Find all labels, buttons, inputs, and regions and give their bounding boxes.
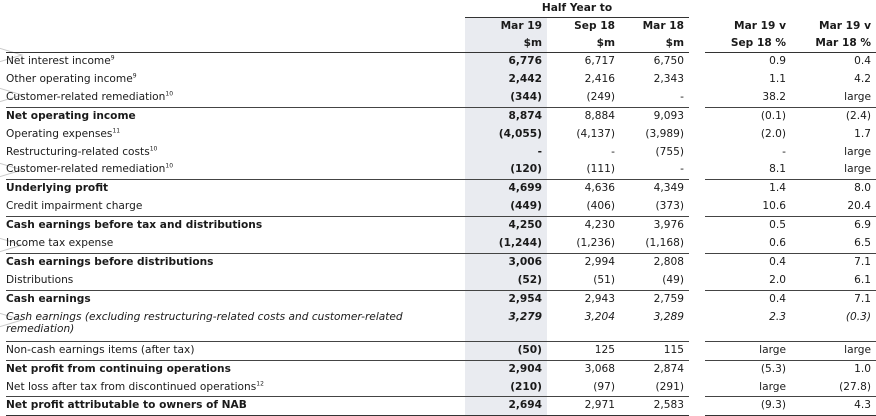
value-mar18: (1,168) bbox=[645, 237, 684, 250]
value-vs-sep18: 0.4 bbox=[705, 290, 791, 308]
value-sep18: (249) bbox=[586, 90, 615, 103]
table-row bbox=[6, 397, 876, 416]
value-vs-sep18: 0.9 bbox=[769, 55, 786, 67]
row-label-text: Customer-related remediation bbox=[6, 90, 166, 103]
value-vs-mar18: 7.1 bbox=[791, 290, 876, 308]
row-label-text: Distributions bbox=[6, 273, 74, 286]
value-sep18: 125 bbox=[547, 341, 620, 360]
value-vs-sep18: (2.0) bbox=[760, 127, 786, 140]
table-row bbox=[6, 71, 876, 89]
value-mar19: 6,776 bbox=[465, 53, 547, 71]
col-header-sep18: Sep 18 bbox=[574, 20, 615, 32]
value-mar19: (120) bbox=[465, 161, 547, 179]
value-vs-sep18: 1.1 bbox=[769, 72, 786, 85]
value-mar19: (1,244) bbox=[465, 235, 547, 253]
row-label bbox=[6, 309, 465, 342]
table-row bbox=[6, 89, 876, 107]
value-sep18: 4,230 bbox=[547, 217, 620, 235]
value-mar19: - bbox=[465, 144, 547, 162]
value-mar19: (210) bbox=[465, 379, 547, 397]
value-vs-mar18: large bbox=[844, 90, 871, 103]
footnote-ref: 12 bbox=[256, 379, 264, 387]
value-sep18: 2,416 bbox=[584, 72, 615, 85]
value-vs-sep18: 1.4 bbox=[705, 180, 791, 198]
value-mar19: 3,279 bbox=[465, 309, 547, 342]
value-vs-mar18: 4.2 bbox=[854, 72, 871, 85]
value-mar19: 2,904 bbox=[465, 360, 547, 378]
row-label bbox=[6, 198, 465, 216]
value-vs-sep18: (9.3) bbox=[705, 397, 791, 416]
value-sep18: - bbox=[611, 145, 615, 158]
value-vs-sep18: 2.3 bbox=[769, 310, 786, 323]
half-year-header: Half Year to bbox=[465, 0, 689, 18]
row-label-text: Non-cash earnings items (after tax) bbox=[6, 343, 195, 356]
row-label bbox=[6, 360, 465, 378]
value-mar18: 3,289 bbox=[653, 310, 684, 323]
table-row bbox=[6, 290, 876, 308]
col-unit-mar18: $m bbox=[620, 35, 689, 53]
value-vs-sep18: (0.1) bbox=[705, 107, 791, 125]
row-label-text: Cash earnings (excluding restructuring-related costs and customer-related remediation) bbox=[6, 310, 403, 336]
col-header-vs-sep18: Mar 19 v bbox=[734, 19, 786, 32]
table-row bbox=[6, 144, 876, 162]
footnote-ref: 10 bbox=[165, 162, 174, 170]
col-header-mar19: Mar 19 bbox=[465, 18, 547, 36]
value-vs-mar18: large bbox=[844, 163, 871, 176]
table-body bbox=[6, 53, 876, 416]
row-label bbox=[6, 397, 465, 416]
row-label bbox=[6, 217, 465, 235]
row-label bbox=[6, 180, 465, 198]
value-vs-mar18: 0.4 bbox=[854, 55, 871, 67]
footnote-ref: 9 bbox=[132, 72, 137, 80]
row-label bbox=[6, 71, 465, 89]
value-vs-sep18: 0.4 bbox=[705, 253, 791, 271]
row-label-text: Net loss after tax from discontinued operations bbox=[6, 380, 257, 393]
col-header-vs-mar18: Mar 19 v bbox=[819, 19, 871, 32]
value-vs-mar18: 7.1 bbox=[791, 253, 876, 271]
value-mar19: 2,442 bbox=[465, 71, 547, 89]
value-mar18: 2,343 bbox=[653, 72, 684, 85]
table-row bbox=[6, 309, 876, 342]
value-sep18: 2,971 bbox=[547, 397, 620, 416]
table-row bbox=[6, 161, 876, 179]
value-mar18: 2,808 bbox=[620, 253, 689, 271]
value-mar19: (344) bbox=[465, 89, 547, 107]
value-mar18: 3,976 bbox=[620, 217, 689, 235]
table-row bbox=[6, 107, 876, 125]
value-mar19: (449) bbox=[465, 198, 547, 216]
col-header-mar18: Mar 18 bbox=[642, 20, 684, 32]
table-row bbox=[6, 198, 876, 216]
value-sep18: 2,994 bbox=[547, 253, 620, 271]
value-vs-sep18: 2.0 bbox=[769, 273, 786, 286]
value-mar19: 2,954 bbox=[465, 290, 547, 308]
value-mar18: (755) bbox=[655, 145, 684, 158]
value-mar19: 4,250 bbox=[465, 217, 547, 235]
value-sep18: (51) bbox=[593, 273, 615, 286]
value-vs-mar18: 6.5 bbox=[854, 237, 871, 250]
value-mar18: (373) bbox=[655, 200, 684, 213]
row-label-text: Cash earnings before tax and distributions bbox=[6, 219, 263, 232]
table-row bbox=[6, 253, 876, 271]
table-row bbox=[6, 379, 876, 397]
value-vs-mar18: 1.0 bbox=[791, 360, 876, 378]
table-row bbox=[6, 235, 876, 253]
row-label bbox=[6, 53, 465, 71]
value-mar18: 115 bbox=[620, 341, 689, 360]
table-row bbox=[6, 126, 876, 144]
value-sep18: 6,717 bbox=[584, 55, 615, 67]
value-sep18: 3,204 bbox=[584, 310, 615, 323]
value-sep18: 4,636 bbox=[547, 180, 620, 198]
row-label bbox=[6, 161, 465, 179]
value-mar19: 3,006 bbox=[465, 253, 547, 271]
col-unit-vs-sep18: Sep 18 % bbox=[705, 35, 791, 53]
value-vs-mar18: large bbox=[791, 341, 876, 360]
value-mar18: 6,750 bbox=[653, 55, 684, 67]
row-label bbox=[6, 89, 465, 107]
value-vs-mar18: 8.0 bbox=[791, 180, 876, 198]
value-mar18: (291) bbox=[655, 380, 684, 393]
row-label-text: Net profit from continuing operations bbox=[6, 362, 231, 375]
financial-summary-table bbox=[6, 0, 876, 416]
value-mar18: 2,874 bbox=[620, 360, 689, 378]
row-label bbox=[6, 341, 465, 360]
value-sep18: (111) bbox=[586, 163, 615, 176]
row-label-text: Cash earnings bbox=[6, 292, 91, 305]
value-sep18: 3,068 bbox=[547, 360, 620, 378]
value-vs-sep18: (5.3) bbox=[705, 360, 791, 378]
value-sep18: (406) bbox=[586, 200, 615, 213]
footnote-ref: 9 bbox=[110, 54, 115, 62]
col-unit-mar19: $m bbox=[465, 35, 547, 53]
footnote-ref: 10 bbox=[165, 90, 174, 98]
value-mar19: (4,055) bbox=[465, 126, 547, 144]
row-label bbox=[6, 379, 465, 397]
value-mar19: (52) bbox=[465, 272, 547, 290]
value-mar18: - bbox=[680, 163, 684, 176]
value-vs-mar18: (27.8) bbox=[839, 380, 871, 393]
value-vs-sep18: 8.1 bbox=[769, 163, 786, 176]
value-mar18: (49) bbox=[662, 273, 684, 286]
footnote-ref: 11 bbox=[112, 127, 121, 135]
row-label-text: Other operating income bbox=[6, 72, 133, 85]
col-unit-vs-mar18: Mar 18 % bbox=[791, 35, 876, 53]
row-label-text: Income tax expense bbox=[6, 237, 114, 250]
value-mar18: 9,093 bbox=[620, 107, 689, 125]
value-vs-sep18: 38.2 bbox=[762, 90, 786, 103]
table-row bbox=[6, 272, 876, 290]
row-label bbox=[6, 235, 465, 253]
footnote-ref: 10 bbox=[149, 145, 158, 152]
table-row bbox=[6, 180, 876, 198]
table-row bbox=[6, 360, 876, 378]
value-vs-sep18: 0.6 bbox=[769, 237, 786, 250]
row-label bbox=[6, 126, 465, 144]
table-row bbox=[6, 53, 876, 71]
table-row bbox=[6, 341, 876, 360]
value-mar18: 4,349 bbox=[620, 180, 689, 198]
value-vs-mar18: 20.4 bbox=[847, 200, 871, 213]
value-mar18: 2,759 bbox=[620, 290, 689, 308]
value-mar19: 2,694 bbox=[465, 397, 547, 416]
value-mar18: (3,989) bbox=[645, 127, 684, 140]
value-vs-mar18: (2.4) bbox=[791, 107, 876, 125]
value-mar19: (50) bbox=[465, 341, 547, 360]
value-sep18: (1,236) bbox=[576, 237, 615, 250]
row-label-text: Customer-related remediation bbox=[6, 163, 166, 176]
value-vs-mar18: (0.3) bbox=[845, 310, 871, 323]
row-label bbox=[6, 144, 465, 162]
row-label-text: Restructuring-related costs bbox=[6, 145, 150, 158]
value-sep18: (4,137) bbox=[576, 127, 615, 140]
col-unit-sep18: $m bbox=[547, 35, 620, 53]
value-vs-mar18: 6.9 bbox=[791, 217, 876, 235]
value-mar19: 8,874 bbox=[465, 107, 547, 125]
value-sep18: 8,884 bbox=[547, 107, 620, 125]
value-vs-mar18: 6.1 bbox=[854, 273, 871, 286]
row-label-text: Net interest income bbox=[6, 55, 111, 67]
value-mar18: - bbox=[680, 90, 684, 103]
value-vs-mar18: 4.3 bbox=[791, 397, 876, 416]
value-vs-mar18: 1.7 bbox=[854, 127, 871, 140]
value-vs-sep18: large bbox=[759, 380, 786, 393]
value-vs-sep18: - bbox=[782, 145, 786, 158]
row-label-text: Credit impairment charge bbox=[6, 200, 143, 213]
value-vs-mar18: large bbox=[844, 145, 871, 158]
value-vs-sep18: 10.6 bbox=[762, 200, 786, 213]
row-label-text: Underlying profit bbox=[6, 182, 109, 195]
value-vs-sep18: 0.5 bbox=[705, 217, 791, 235]
table-row bbox=[6, 217, 876, 235]
row-label-text: Net operating income bbox=[6, 109, 136, 122]
row-label bbox=[6, 253, 465, 271]
value-sep18: (97) bbox=[593, 380, 615, 393]
row-label-text: Net profit attributable to owners of NAB bbox=[6, 399, 247, 412]
row-label-text: Cash earnings before distributions bbox=[6, 255, 214, 268]
row-label bbox=[6, 272, 465, 290]
value-mar18: 2,583 bbox=[620, 397, 689, 416]
value-sep18: 2,943 bbox=[547, 290, 620, 308]
row-label bbox=[6, 290, 465, 308]
row-label-text: Operating expenses bbox=[6, 127, 113, 140]
row-label bbox=[6, 107, 465, 125]
value-mar19: 4,699 bbox=[465, 180, 547, 198]
value-vs-sep18: large bbox=[705, 341, 791, 360]
